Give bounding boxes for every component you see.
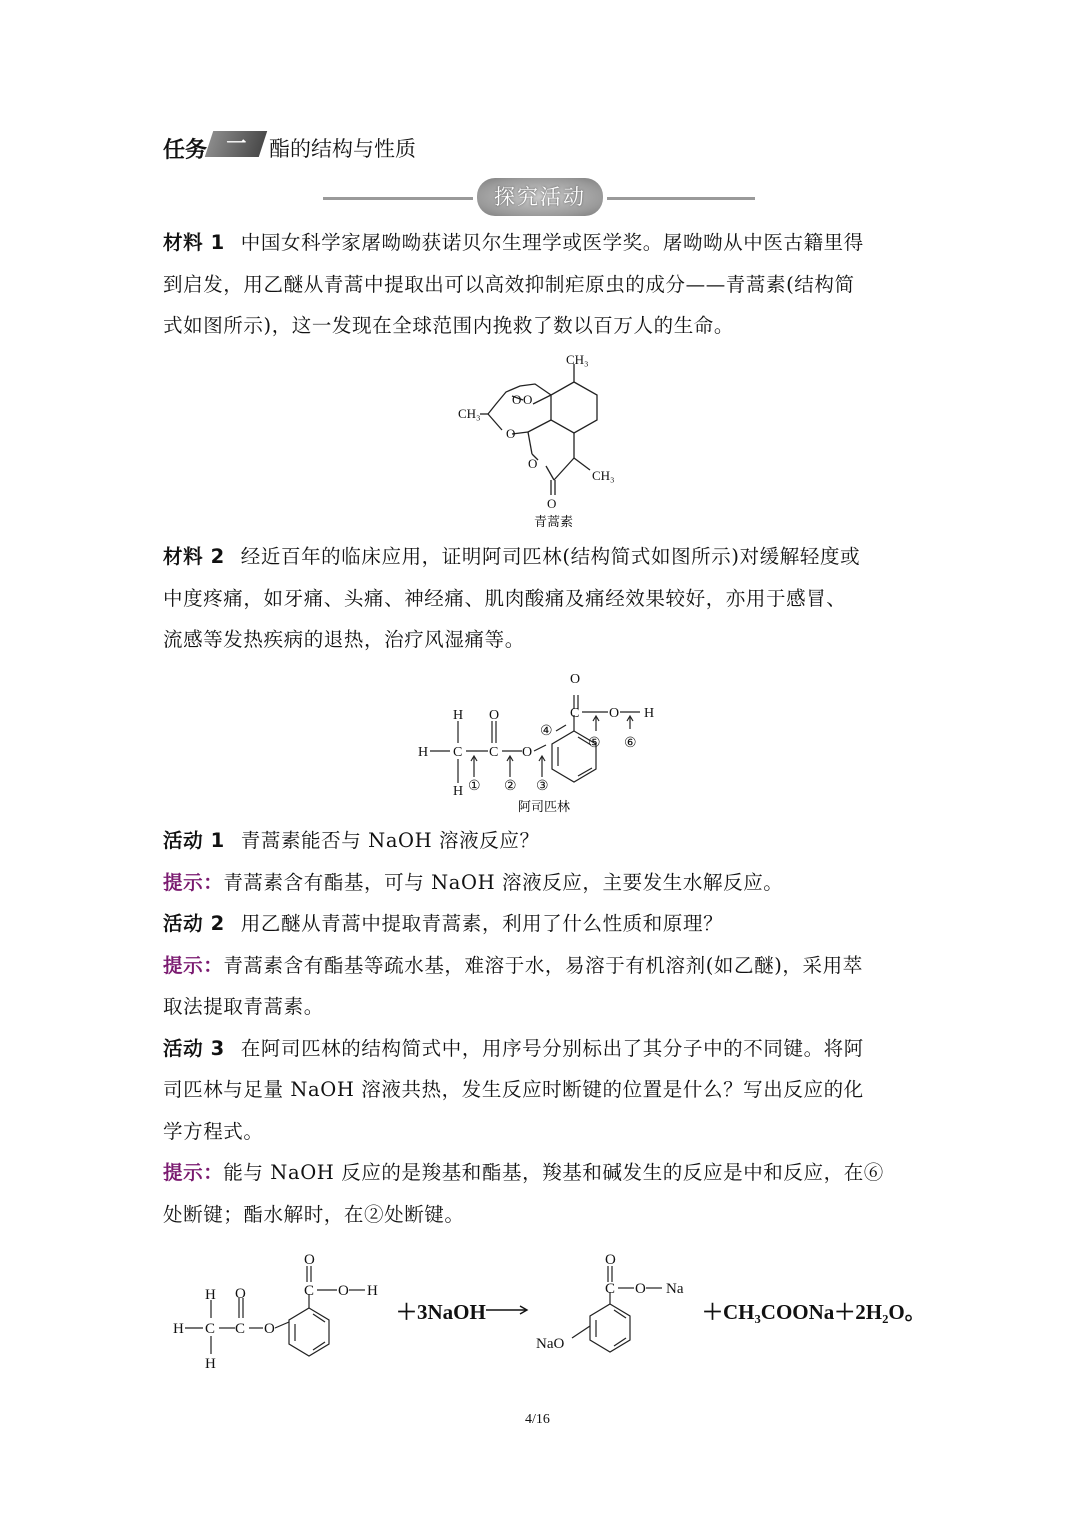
aspirin-o-carbonyl-1: O — [489, 708, 500, 723]
material-2-line-1: 经近百年的临床应用，证明阿司匹林(结构简式如图所示)对缓解轻度或 — [240, 545, 861, 568]
task-title: 酯的结构与性质 — [269, 137, 417, 161]
equation-reactant-aspirin — [165, 1248, 395, 1376]
material-2-line-3: 流感等发热疾病的退热，治疗风湿痛等。 — [163, 628, 525, 651]
hint-1-text: 青蒿素含有酯基，可与 NaOH 溶液反应，主要发生水解反应。 — [223, 870, 784, 894]
aspirin-marker-2: ② — [504, 779, 517, 794]
artemisinin-caption: 青蒿素 — [534, 515, 574, 530]
material-2-label: 材料 2 — [163, 545, 225, 568]
task-number-tab — [205, 131, 267, 157]
aspirin-c-2: C — [489, 745, 499, 760]
reactant-c-1: C — [205, 1321, 216, 1337]
activity-1-question: 青蒿素能否与 NaOH 溶液反应？ — [240, 829, 540, 852]
aspirin-h-bottom: H — [453, 784, 464, 799]
reactant-h-hydroxyl: H — [367, 1283, 378, 1299]
material-1-line-2: 到启发，用乙醚从青蒿中提取出可以高效抑制疟原虫的成分——青蒿素(结构简 — [163, 272, 855, 296]
activity-2-question: 用乙醚从青蒿中提取青蒿素，利用了什么性质和原理？ — [240, 912, 724, 935]
page-number: 4/16 — [525, 1412, 550, 1427]
aspirin-h-left: H — [418, 745, 429, 760]
equation-products: ＋CH₃COONa＋2H₂O。 — [702, 1300, 926, 1324]
hint-2-line-1: 青蒿素含有酯基等疏水基，难溶于水，易溶于有机溶剂(如乙醚)，采用萃 — [223, 953, 863, 977]
aspirin-marker-5: ⑤ — [588, 736, 601, 751]
aspirin-o-hydroxyl: O — [609, 706, 620, 721]
product-nao: NaO — [536, 1336, 565, 1352]
activity-section — [163, 820, 915, 1235]
product-na: Na — [666, 1281, 684, 1297]
activity-3-line-2: 司匹林与足量 NaOH 溶液共热，发生反应时断键的位置是什么？写出反应的化 — [163, 1078, 864, 1101]
reactant-c-3: C — [304, 1283, 315, 1299]
reactant-h-bottom: H — [205, 1356, 216, 1372]
activity-1-label: 活动 1 — [163, 829, 225, 852]
reactant-o-carbonyl-1: O — [235, 1286, 246, 1302]
hint-2-label: 提示： — [163, 953, 224, 977]
material-2-line-2: 中度疼痛，如牙痛、头痛、神经痛、肌肉酸痛及痛经效果较好，亦用于感冒、 — [163, 586, 847, 610]
artemisinin-o-4: O — [528, 456, 538, 471]
artemisinin-o-1: O — [512, 392, 522, 407]
material-1-line-1: 中国女科学家屠呦呦获诺贝尔生理学或医学奖。屠呦呦从中医古籍里得 — [240, 231, 864, 254]
section-banner — [323, 178, 755, 216]
artemisinin-ch3-left: CH₃ — [458, 406, 481, 421]
task-number: 一 — [226, 131, 247, 155]
product-c: C — [605, 1281, 616, 1297]
banner-line-right — [607, 197, 755, 200]
artemisinin-ch3-right: CH₃ — [592, 468, 615, 483]
hint-3-line-1: 能与 NaOH 反应的是羧基和酯基，羧基和碱发生的反应是中和反应，在⑥ — [223, 1161, 884, 1184]
activity-3-line-1: 在阿司匹林的结构简式中，用序号分别标出了其分子中的不同键。将阿 — [240, 1036, 864, 1060]
aspirin-marker-6: ⑥ — [624, 736, 637, 751]
aspirin-caption: 阿司匹林 — [518, 800, 571, 815]
material-1-line-3: 式如图所示)，这一发现在全球范围内挽救了数以百万人的生命。 — [163, 314, 735, 337]
equation-product-salicylate — [532, 1252, 702, 1370]
reactant-o-hydroxyl: O — [338, 1283, 349, 1299]
artemisinin-structure — [450, 352, 630, 532]
equation-reagent: ＋3NaOH — [396, 1300, 486, 1324]
aspirin-marker-3: ③ — [536, 779, 549, 794]
activity-3-label: 活动 3 — [163, 1036, 225, 1060]
reactant-o-ester: O — [264, 1321, 275, 1337]
activity-2-label: 活动 2 — [163, 912, 225, 935]
aspirin-o-carbonyl-2: O — [570, 672, 581, 687]
aspirin-o-ester: O — [522, 745, 533, 760]
reactant-o-carbonyl-2: O — [304, 1252, 315, 1268]
material-1 — [163, 222, 915, 347]
aspirin-marker-4: ④ — [540, 724, 553, 739]
artemisinin-o-2: O — [523, 392, 533, 407]
material-1-label: 材料 1 — [163, 231, 225, 254]
aspirin-c-1: C — [453, 745, 463, 760]
banner-label: 探究活动 — [477, 178, 603, 216]
artemisinin-o-3: O — [506, 426, 516, 441]
artemisinin-ch3-top: CH₃ — [566, 352, 589, 367]
artemisinin-o-5: O — [547, 496, 557, 511]
banner-line-left — [323, 197, 473, 200]
material-2 — [163, 536, 915, 661]
task-label: 任务 — [163, 137, 208, 163]
aspirin-structure — [410, 665, 670, 817]
product-o: O — [635, 1281, 646, 1297]
aspirin-h-hydroxyl: H — [644, 706, 655, 721]
reactant-h-left: H — [173, 1321, 184, 1337]
hint-3-line-2: 处断键；酯水解时，在②处断键。 — [163, 1202, 465, 1226]
aspirin-marker-1: ① — [468, 779, 481, 794]
reactant-c-2: C — [235, 1321, 246, 1337]
reactant-h-top: H — [205, 1287, 216, 1303]
product-o-carbonyl: O — [605, 1252, 616, 1268]
aspirin-c-3: C — [570, 706, 580, 721]
hint-2-line-2: 取法提取青蒿素。 — [163, 995, 324, 1018]
activity-3-line-3: 学方程式。 — [163, 1119, 264, 1143]
reaction-arrow-icon — [484, 1302, 530, 1318]
hint-1-label: 提示： — [163, 870, 224, 894]
aspirin-h-top: H — [453, 708, 464, 723]
hint-3-label: 提示： — [163, 1161, 224, 1184]
task-heading — [163, 128, 416, 168]
